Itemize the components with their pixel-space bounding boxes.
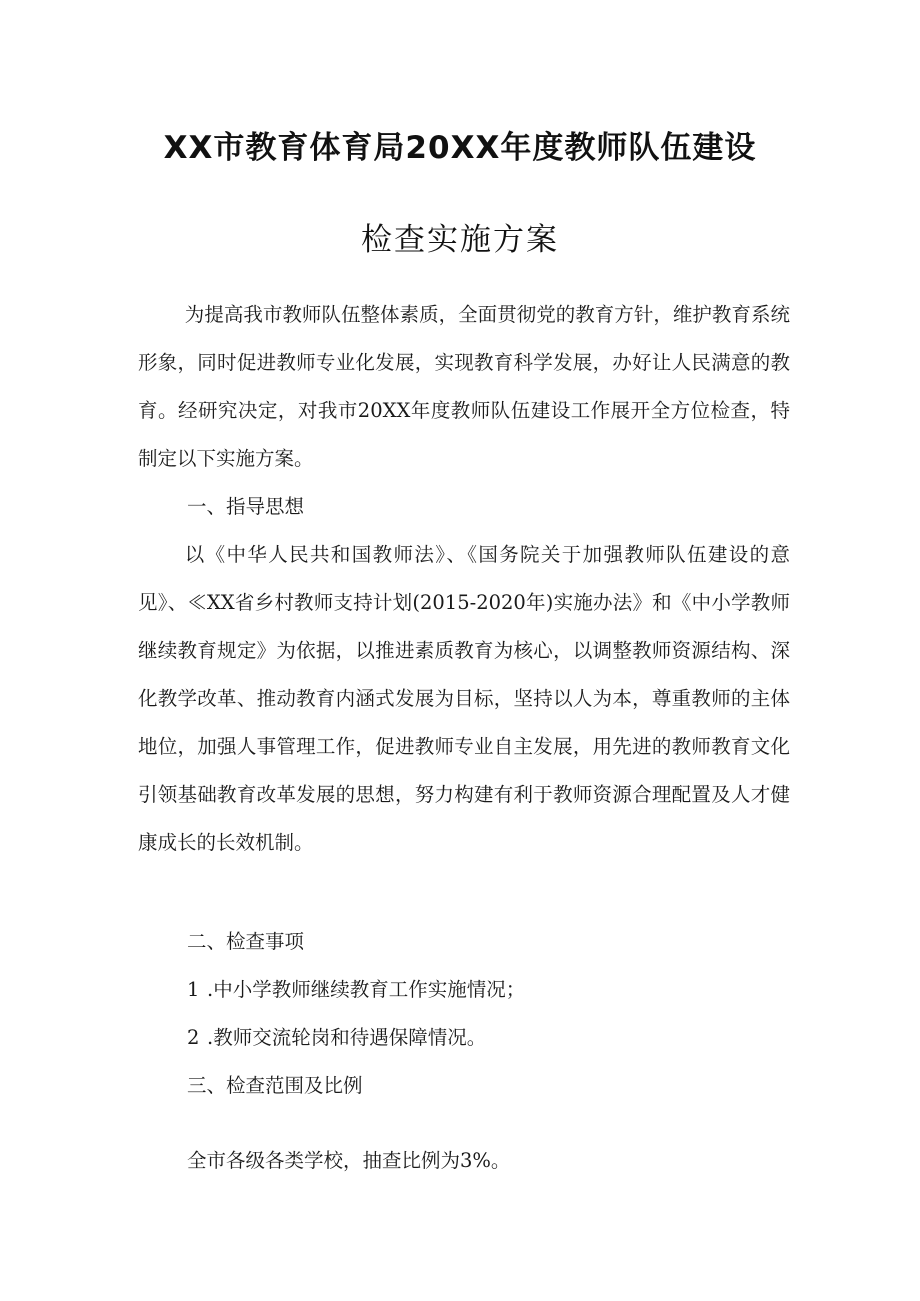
list-item	[187, 966, 525, 1014]
section-2-heading: 二、检查事项	[187, 930, 305, 953]
document-title-line-1: XX市教育体育局20XX年度教师队伍建设	[163, 130, 757, 166]
intro-paragraph: 为提高我市教师队伍整体素质，全面贯彻党的教育方针，维护教育系统形象，同时促进教师专业化发展，实现教育科学发展，办好让人民满意的教育。经研究决定，对我市20XX年度教师队伍建设工作展开全方位检查，特制定以下实施方案。	[138, 303, 790, 470]
list-item-number: 1	[187, 978, 200, 1001]
list-item	[187, 1014, 486, 1062]
section-1-body: 以《中华人民共和国教师法》、《国务院关于加强教师队伍建设的意见》、≪XX省乡村教师支持计划(2015-2020年)实施办法》和《中小学教师继续教育规定》为依据，以推进素质教育为核心，以调整教师资源结构、深化教学改革、推动教育内涵式发展为目标，坚持以人为本，尊重教师的主体地位，加强人事管理工作，促进教师专业自主发展，用先进的教师教育文化引领基础教育改革发展的思想，努力构建有利于教师资源合理配置及人才健康成长的长效机制。	[138, 543, 790, 854]
list-item-number: 2	[187, 1026, 200, 1049]
section-3-body: 全市各级各类学校，抽查比例为3%。	[187, 1149, 511, 1172]
section-3-heading: 三、检查范围及比例	[187, 1074, 363, 1097]
list-item-text: .教师交流轮岗和待遇保障情况。	[207, 1026, 487, 1049]
document-title-line-2: 检查实施方案	[361, 222, 559, 258]
list-item-text: .中小学教师继续教育工作实施情况；	[207, 978, 526, 1001]
section-1-heading: 一、指导思想	[187, 495, 305, 518]
